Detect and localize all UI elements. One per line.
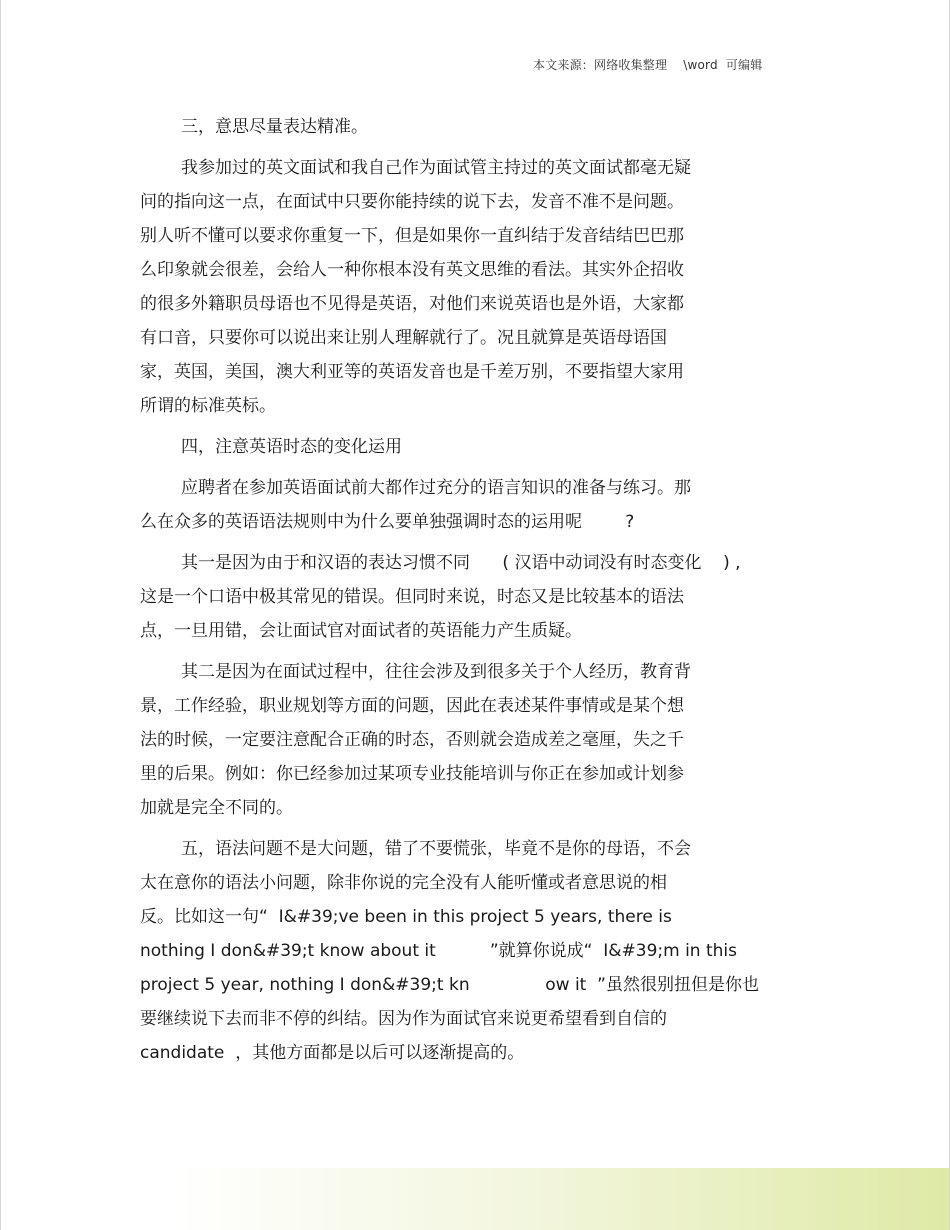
- paragraph-line: nothing I don&#39;t know about it ”就算你说成“ I&#39;m in this: [140, 941, 738, 961]
- paragraph-line: 么印象就会很差，会给人一种你根本没有英文思维的看法。其实外企招收: [140, 260, 684, 280]
- paragraph-line: 么在众多的英语语法规则中为什么要单独强调时态的运用呢 ?: [140, 512, 635, 532]
- section-heading-4: 四，注意英语时态的变化运用: [181, 437, 402, 457]
- paragraph-line: 问的指向这一点，在面试中只要你能持续的说下去，发音不准不是问题。: [140, 192, 684, 212]
- section-heading-5: 五，语法问题不是大问题，错了不要慌张，毕竟不是你的母语，不会: [181, 839, 691, 859]
- paragraph-line: 法的时候，一定要注意配合正确的时态，否则就会造成差之毫厘，失之千: [140, 730, 684, 750]
- paragraph-line: project 5 year, nothing I don&#39;t kn ow it ”虽然很别扭但是你也: [140, 975, 759, 995]
- paragraph-line: 有口音，只要你可以说出来让别人理解就行了。况且就算是英语母语国: [140, 328, 667, 348]
- paragraph-line: 我参加过的英文面试和我自己作为面试管主持过的英文面试都毫无疑: [181, 158, 691, 178]
- paragraph-line: 加就是完全不同的。: [140, 798, 293, 818]
- paragraph-line: 应聘者在参加英语面试前大都作过充分的语言知识的准备与练习。那: [181, 478, 691, 498]
- paragraph-line: 的很多外籍职员母语也不见得是英语，对他们来说英语也是外语，大家都: [140, 294, 684, 314]
- paragraph-line: 里的后果。例如：你已经参加过某项专业技能培训与你正在参加或计划参: [140, 764, 684, 784]
- decorative-footer-band: [1, 1168, 949, 1230]
- paragraph-line: 景，工作经验，职业规划等方面的问题，因此在表述某件事情或是某个想: [140, 696, 684, 716]
- paragraph-line: 这是一个口语中极其常见的错误。但同时来说，时态又是比较基本的语法: [140, 587, 684, 607]
- paragraph-line: 其二是因为在面试过程中，往往会涉及到很多关于个人经历，教育背: [181, 662, 691, 682]
- paragraph-line: 家，英国，美国，澳大利亚等的英语发音也是千差万别，不要指望大家用: [140, 362, 684, 382]
- source-note: 本文来源：网络收集整理 \word 可编辑: [533, 58, 763, 72]
- paragraph-line: 太在意你的语法小问题，除非你说的完全没有人能听懂或者意思说的相: [140, 873, 667, 893]
- paragraph-line: 点，一旦用错，会让面试官对面试者的英语能力产生质疑。: [140, 621, 582, 641]
- paragraph-line: 所谓的标准英标。: [140, 396, 276, 416]
- document-body: [140, 110, 800, 1070]
- paragraph-line: 要继续说下去而非不停的纠结。因为作为面试官来说更希望看到自信的: [140, 1009, 667, 1029]
- paragraph-line: 反。比如这一句“ I&#39;ve been in this project 5 years, there is: [140, 907, 672, 927]
- paragraph-line: candidate ，其他方面都是以后可以逐渐提高的。: [140, 1043, 525, 1063]
- paragraph-line: 别人听不懂可以要求你重复一下，但是如果你一直纠结于发音结结巴巴那: [140, 226, 684, 246]
- paragraph-line: 其一是因为由于和汉语的表达习惯不同 ( 汉语中动词没有时态变化 ) ,: [181, 553, 741, 573]
- section-heading-3: 三，意思尽量表达精准。: [181, 117, 368, 137]
